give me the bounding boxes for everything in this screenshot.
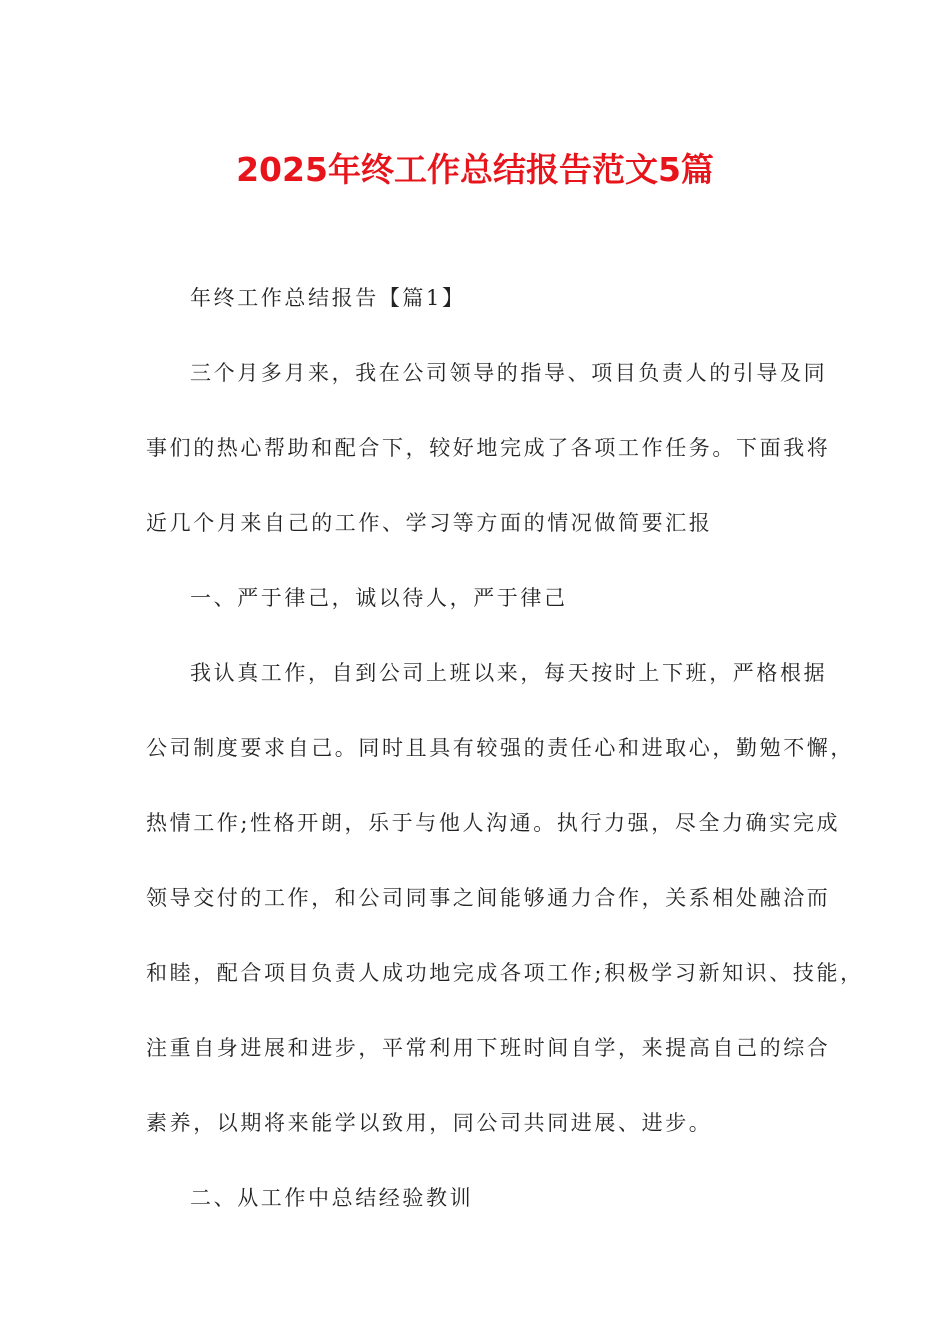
paragraph-line: 注重自身进展和进步，平常利用下班时间自学，来提高自己的综合 (146, 1036, 831, 1060)
paragraph-line: 热情工作;性格开朗，乐于与他人沟通。执行力强，尽全力确实完成 (146, 811, 841, 835)
section-heading-part-1: 年终工作总结报告【篇1】 (190, 286, 466, 310)
paragraph-line: 我认真工作，自到公司上班以来，每天按时上下班，严格根据 (190, 661, 828, 685)
subsection-heading-1: 一、严于律己，诚以待人，严于律己 (190, 586, 568, 610)
paragraph-line: 和睦，配合项目负责人成功地完成各项工作;积极学习新知识、技能， (146, 961, 864, 985)
paragraph-line: 素养，以期将来能学以致用，同公司共同进展、进步。 (146, 1111, 713, 1135)
subsection-heading-2: 二、从工作中总结经验教训 (190, 1186, 474, 1210)
paragraph-line: 近几个月来自己的工作、学习等方面的情况做简要汇报 (146, 511, 713, 535)
document-title: 2025年终工作总结报告范文5篇 (236, 150, 714, 189)
paragraph-line: 事们的热心帮助和配合下，较好地完成了各项工作任务。下面我将 (146, 436, 831, 460)
paragraph-line: 三个月多月来，我在公司领导的指导、项目负责人的引导及同 (190, 361, 828, 385)
paragraph-line: 领导交付的工作，和公司同事之间能够通力合作，关系相处融洽而 (146, 886, 831, 910)
paragraph-line: 公司制度要求自己。同时且具有较强的责任心和进取心，勤勉不懈， (146, 736, 854, 760)
